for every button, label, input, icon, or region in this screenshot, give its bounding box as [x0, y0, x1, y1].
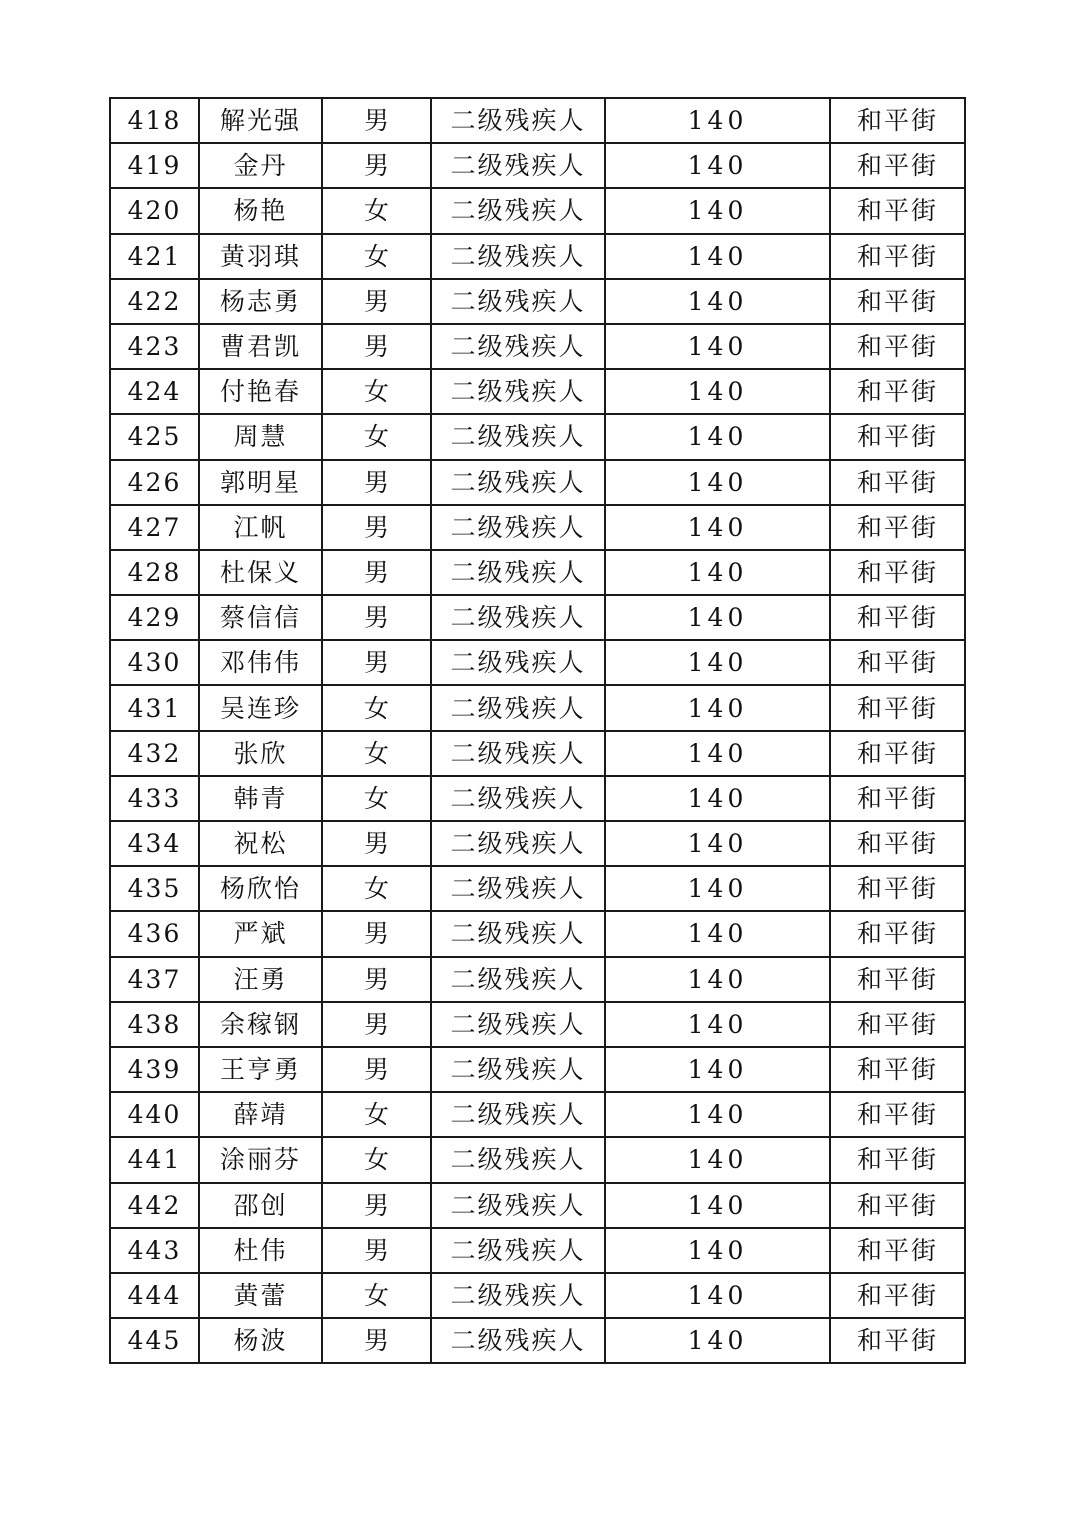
amount-cell: 140 — [605, 595, 830, 640]
name-cell: 江帆 — [199, 505, 322, 550]
table-row — [110, 911, 965, 956]
gender-cell: 男 — [322, 1318, 431, 1363]
name-cell: 严斌 — [199, 911, 322, 956]
street-cell: 和平街 — [830, 640, 965, 685]
street-cell: 和平街 — [830, 1092, 965, 1137]
name-cell: 杨艳 — [199, 188, 322, 233]
gender-cell: 男 — [322, 821, 431, 866]
gender-cell: 男 — [322, 911, 431, 956]
gender-cell: 女 — [322, 414, 431, 459]
amount-cell: 140 — [605, 866, 830, 911]
name-cell: 薛靖 — [199, 1092, 322, 1137]
amount-cell: 140 — [605, 414, 830, 459]
name-cell: 邓伟伟 — [199, 640, 322, 685]
amount-cell: 140 — [605, 324, 830, 369]
serial-number-cell: 433 — [110, 776, 199, 821]
street-cell: 和平街 — [830, 957, 965, 1002]
disability-grade-cell: 二级残疾人 — [431, 821, 605, 866]
gender-cell: 男 — [322, 957, 431, 1002]
serial-number-cell: 427 — [110, 505, 199, 550]
street-cell: 和平街 — [830, 234, 965, 279]
name-cell: 王亨勇 — [199, 1047, 322, 1092]
name-cell: 吴连珍 — [199, 685, 322, 730]
amount-cell: 140 — [605, 1273, 830, 1318]
serial-number-cell: 443 — [110, 1228, 199, 1273]
serial-number-cell: 445 — [110, 1318, 199, 1363]
table-row — [110, 821, 965, 866]
table-row — [110, 1047, 965, 1092]
name-cell: 杜保义 — [199, 550, 322, 595]
serial-number-cell: 420 — [110, 188, 199, 233]
table-row — [110, 324, 965, 369]
disability-grade-cell: 二级残疾人 — [431, 143, 605, 188]
amount-cell: 140 — [605, 640, 830, 685]
gender-cell: 女 — [322, 685, 431, 730]
name-cell: 周慧 — [199, 414, 322, 459]
serial-number-cell: 438 — [110, 1002, 199, 1047]
table-row — [110, 279, 965, 324]
roster-table-body — [110, 98, 965, 1363]
table-row — [110, 1092, 965, 1137]
disability-grade-cell: 二级残疾人 — [431, 1002, 605, 1047]
amount-cell: 140 — [605, 1228, 830, 1273]
disability-grade-cell: 二级残疾人 — [431, 1092, 605, 1137]
gender-cell: 女 — [322, 1273, 431, 1318]
serial-number-cell: 441 — [110, 1137, 199, 1182]
table-row — [110, 640, 965, 685]
amount-cell: 140 — [605, 1002, 830, 1047]
amount-cell: 140 — [605, 911, 830, 956]
disability-grade-cell: 二级残疾人 — [431, 776, 605, 821]
name-cell: 黄蕾 — [199, 1273, 322, 1318]
disability-grade-cell: 二级残疾人 — [431, 1273, 605, 1318]
name-cell: 蔡信信 — [199, 595, 322, 640]
amount-cell: 140 — [605, 188, 830, 233]
disability-grade-cell: 二级残疾人 — [431, 234, 605, 279]
street-cell: 和平街 — [830, 1137, 965, 1182]
table-row — [110, 957, 965, 1002]
serial-number-cell: 444 — [110, 1273, 199, 1318]
street-cell: 和平街 — [830, 1047, 965, 1092]
gender-cell: 女 — [322, 1092, 431, 1137]
disability-grade-cell: 二级残疾人 — [431, 188, 605, 233]
roster-table — [109, 97, 966, 1364]
gender-cell: 女 — [322, 369, 431, 414]
gender-cell: 女 — [322, 188, 431, 233]
disability-grade-cell: 二级残疾人 — [431, 414, 605, 459]
name-cell: 涂丽芬 — [199, 1137, 322, 1182]
serial-number-cell: 418 — [110, 98, 199, 143]
serial-number-cell: 442 — [110, 1183, 199, 1228]
name-cell: 杨波 — [199, 1318, 322, 1363]
disability-grade-cell: 二级残疾人 — [431, 1047, 605, 1092]
serial-number-cell: 432 — [110, 731, 199, 776]
gender-cell: 男 — [322, 279, 431, 324]
table-row — [110, 1002, 965, 1047]
name-cell: 杨欣怡 — [199, 866, 322, 911]
gender-cell: 女 — [322, 234, 431, 279]
name-cell: 曹君凯 — [199, 324, 322, 369]
disability-grade-cell: 二级残疾人 — [431, 1228, 605, 1273]
disability-grade-cell: 二级残疾人 — [431, 279, 605, 324]
street-cell: 和平街 — [830, 143, 965, 188]
disability-grade-cell: 二级残疾人 — [431, 550, 605, 595]
table-row — [110, 1228, 965, 1273]
serial-number-cell: 425 — [110, 414, 199, 459]
street-cell: 和平街 — [830, 505, 965, 550]
gender-cell: 男 — [322, 324, 431, 369]
street-cell: 和平街 — [830, 1318, 965, 1363]
table-row — [110, 1183, 965, 1228]
serial-number-cell: 437 — [110, 957, 199, 1002]
disability-grade-cell: 二级残疾人 — [431, 1318, 605, 1363]
table-row — [110, 685, 965, 730]
disability-grade-cell: 二级残疾人 — [431, 1137, 605, 1182]
street-cell: 和平街 — [830, 188, 965, 233]
serial-number-cell: 431 — [110, 685, 199, 730]
gender-cell: 男 — [322, 595, 431, 640]
name-cell: 邵创 — [199, 1183, 322, 1228]
disability-grade-cell: 二级残疾人 — [431, 957, 605, 1002]
disability-grade-cell: 二级残疾人 — [431, 595, 605, 640]
gender-cell: 女 — [322, 731, 431, 776]
amount-cell: 140 — [605, 1092, 830, 1137]
serial-number-cell: 428 — [110, 550, 199, 595]
street-cell: 和平街 — [830, 414, 965, 459]
gender-cell: 男 — [322, 505, 431, 550]
name-cell: 祝松 — [199, 821, 322, 866]
table-row — [110, 1137, 965, 1182]
street-cell: 和平街 — [830, 685, 965, 730]
table-row — [110, 143, 965, 188]
amount-cell: 140 — [605, 1047, 830, 1092]
table-row — [110, 234, 965, 279]
serial-number-cell: 440 — [110, 1092, 199, 1137]
name-cell: 黄羽琪 — [199, 234, 322, 279]
table-row — [110, 98, 965, 143]
street-cell: 和平街 — [830, 821, 965, 866]
amount-cell: 140 — [605, 957, 830, 1002]
gender-cell: 女 — [322, 776, 431, 821]
amount-cell: 140 — [605, 505, 830, 550]
street-cell: 和平街 — [830, 1002, 965, 1047]
disability-grade-cell: 二级残疾人 — [431, 866, 605, 911]
disability-grade-cell: 二级残疾人 — [431, 369, 605, 414]
name-cell: 杨志勇 — [199, 279, 322, 324]
street-cell: 和平街 — [830, 866, 965, 911]
disability-grade-cell: 二级残疾人 — [431, 731, 605, 776]
amount-cell: 140 — [605, 685, 830, 730]
name-cell: 金丹 — [199, 143, 322, 188]
table-row — [110, 731, 965, 776]
amount-cell: 140 — [605, 731, 830, 776]
name-cell: 付艳春 — [199, 369, 322, 414]
serial-number-cell: 421 — [110, 234, 199, 279]
gender-cell: 男 — [322, 98, 431, 143]
gender-cell: 男 — [322, 1002, 431, 1047]
table-row — [110, 1273, 965, 1318]
amount-cell: 140 — [605, 143, 830, 188]
serial-number-cell: 430 — [110, 640, 199, 685]
table-row — [110, 595, 965, 640]
street-cell: 和平街 — [830, 279, 965, 324]
gender-cell: 男 — [322, 640, 431, 685]
amount-cell: 140 — [605, 460, 830, 505]
street-cell: 和平街 — [830, 731, 965, 776]
disability-grade-cell: 二级残疾人 — [431, 911, 605, 956]
name-cell: 张欣 — [199, 731, 322, 776]
serial-number-cell: 419 — [110, 143, 199, 188]
amount-cell: 140 — [605, 550, 830, 595]
table-row — [110, 550, 965, 595]
amount-cell: 140 — [605, 234, 830, 279]
table-row — [110, 776, 965, 821]
disability-grade-cell: 二级残疾人 — [431, 460, 605, 505]
name-cell: 余稼钢 — [199, 1002, 322, 1047]
table-row — [110, 460, 965, 505]
amount-cell: 140 — [605, 369, 830, 414]
table-row — [110, 369, 965, 414]
street-cell: 和平街 — [830, 911, 965, 956]
street-cell: 和平街 — [830, 550, 965, 595]
serial-number-cell: 435 — [110, 866, 199, 911]
street-cell: 和平街 — [830, 1273, 965, 1318]
table-row — [110, 1318, 965, 1363]
disability-grade-cell: 二级残疾人 — [431, 1183, 605, 1228]
name-cell: 杜伟 — [199, 1228, 322, 1273]
amount-cell: 140 — [605, 98, 830, 143]
street-cell: 和平街 — [830, 595, 965, 640]
amount-cell: 140 — [605, 1318, 830, 1363]
street-cell: 和平街 — [830, 776, 965, 821]
table-row — [110, 505, 965, 550]
amount-cell: 140 — [605, 1183, 830, 1228]
disability-grade-cell: 二级残疾人 — [431, 640, 605, 685]
name-cell: 解光强 — [199, 98, 322, 143]
amount-cell: 140 — [605, 821, 830, 866]
serial-number-cell: 439 — [110, 1047, 199, 1092]
serial-number-cell: 429 — [110, 595, 199, 640]
serial-number-cell: 424 — [110, 369, 199, 414]
street-cell: 和平街 — [830, 460, 965, 505]
serial-number-cell: 426 — [110, 460, 199, 505]
serial-number-cell: 434 — [110, 821, 199, 866]
disability-grade-cell: 二级残疾人 — [431, 324, 605, 369]
disability-grade-cell: 二级残疾人 — [431, 505, 605, 550]
table-row — [110, 414, 965, 459]
amount-cell: 140 — [605, 1137, 830, 1182]
name-cell: 韩青 — [199, 776, 322, 821]
gender-cell: 男 — [322, 143, 431, 188]
name-cell: 郭明星 — [199, 460, 322, 505]
street-cell: 和平街 — [830, 1228, 965, 1273]
street-cell: 和平街 — [830, 324, 965, 369]
table-row — [110, 188, 965, 233]
serial-number-cell: 423 — [110, 324, 199, 369]
disability-grade-cell: 二级残疾人 — [431, 685, 605, 730]
amount-cell: 140 — [605, 279, 830, 324]
street-cell: 和平街 — [830, 369, 965, 414]
gender-cell: 女 — [322, 1137, 431, 1182]
table-row — [110, 866, 965, 911]
gender-cell: 男 — [322, 1228, 431, 1273]
gender-cell: 男 — [322, 550, 431, 595]
gender-cell: 男 — [322, 1047, 431, 1092]
amount-cell: 140 — [605, 776, 830, 821]
street-cell: 和平街 — [830, 1183, 965, 1228]
disability-grade-cell: 二级残疾人 — [431, 98, 605, 143]
street-cell: 和平街 — [830, 98, 965, 143]
serial-number-cell: 436 — [110, 911, 199, 956]
serial-number-cell: 422 — [110, 279, 199, 324]
name-cell: 汪勇 — [199, 957, 322, 1002]
gender-cell: 男 — [322, 1183, 431, 1228]
gender-cell: 女 — [322, 866, 431, 911]
gender-cell: 男 — [322, 460, 431, 505]
